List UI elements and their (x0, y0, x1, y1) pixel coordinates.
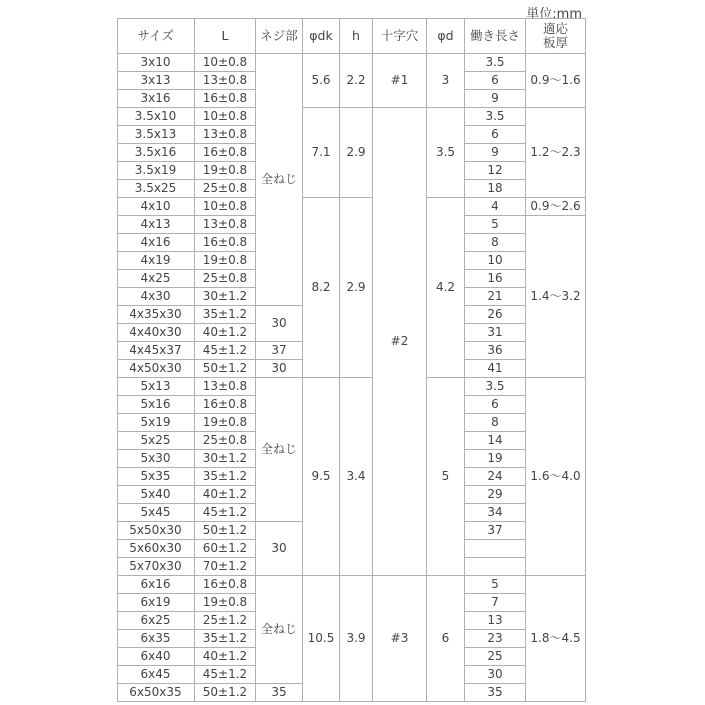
length-cell: 25±0.8 (195, 180, 256, 198)
size-cell: 4x16 (117, 234, 195, 252)
size-cell: 5x19 (117, 414, 195, 432)
thread-cell: 30 (256, 306, 303, 342)
size-cell: 3.5x16 (117, 144, 195, 162)
working-length-cell: 36 (465, 342, 526, 360)
h-cell: 2.9 (340, 198, 373, 378)
length-cell: 16±0.8 (195, 576, 256, 594)
cross-cell: #1 (373, 54, 427, 108)
working-length-cell (465, 540, 526, 558)
header-plate: 適応 板厚 (526, 18, 586, 54)
size-cell: 5x35 (117, 468, 195, 486)
cross-cell: #2 (373, 108, 427, 576)
length-cell: 35±1.2 (195, 630, 256, 648)
size-cell: 4x35x30 (117, 306, 195, 324)
thread-cell: 全ねじ (256, 54, 303, 306)
length-cell: 40±1.2 (195, 324, 256, 342)
length-cell: 13±0.8 (195, 72, 256, 90)
dk-cell: 10.5 (303, 576, 340, 702)
length-cell: 16±0.8 (195, 396, 256, 414)
size-cell: 3.5x10 (117, 108, 195, 126)
length-cell: 10±0.8 (195, 198, 256, 216)
h-cell: 2.2 (340, 54, 373, 108)
working-length-cell: 21 (465, 288, 526, 306)
size-cell: 4x25 (117, 270, 195, 288)
working-length-cell: 25 (465, 648, 526, 666)
length-cell: 50±1.2 (195, 684, 256, 702)
header-dk: φdk (303, 18, 340, 54)
working-length-cell: 6 (465, 126, 526, 144)
working-length-cell: 4 (465, 198, 526, 216)
working-length-cell: 6 (465, 72, 526, 90)
working-length-cell: 8 (465, 234, 526, 252)
length-cell: 10±0.8 (195, 54, 256, 72)
working-length-cell: 9 (465, 144, 526, 162)
header-size: サイズ (117, 18, 195, 54)
dk-cell: 5.6 (303, 54, 340, 108)
thread-cell: 30 (256, 522, 303, 576)
size-cell: 5x16 (117, 396, 195, 414)
length-cell: 10±0.8 (195, 108, 256, 126)
size-cell: 4x19 (117, 252, 195, 270)
working-length-cell: 3.5 (465, 54, 526, 72)
header-cross: 十字穴 (373, 18, 427, 54)
working-length-cell: 34 (465, 504, 526, 522)
length-cell: 25±1.2 (195, 612, 256, 630)
size-cell: 6x40 (117, 648, 195, 666)
size-cell: 5x45 (117, 504, 195, 522)
plate-cell: 1.8～4.5 (526, 576, 586, 702)
working-length-cell: 3.5 (465, 378, 526, 396)
header-thread: ネジ部 (256, 18, 303, 54)
working-length-cell: 37 (465, 522, 526, 540)
d-cell: 6 (427, 576, 465, 702)
plate-cell: 0.9～1.6 (526, 54, 586, 108)
working-length-cell: 31 (465, 324, 526, 342)
length-cell: 35±1.2 (195, 306, 256, 324)
header-length: L (195, 18, 256, 54)
length-cell: 70±1.2 (195, 558, 256, 576)
working-length-cell: 7 (465, 594, 526, 612)
working-length-cell: 3.5 (465, 108, 526, 126)
length-cell: 60±1.2 (195, 540, 256, 558)
working-length-cell: 30 (465, 666, 526, 684)
length-cell: 16±0.8 (195, 90, 256, 108)
size-cell: 6x45 (117, 666, 195, 684)
size-cell: 6x35 (117, 630, 195, 648)
working-length-cell: 14 (465, 432, 526, 450)
length-cell: 50±1.2 (195, 360, 256, 378)
dk-cell: 9.5 (303, 378, 340, 576)
length-cell: 16±0.8 (195, 144, 256, 162)
length-cell: 50±1.2 (195, 522, 256, 540)
working-length-cell: 18 (465, 180, 526, 198)
working-length-cell: 12 (465, 162, 526, 180)
working-length-cell: 6 (465, 396, 526, 414)
working-length-cell: 35 (465, 684, 526, 702)
spec-table (117, 18, 586, 702)
dk-cell: 7.1 (303, 108, 340, 198)
working-length-cell: 13 (465, 612, 526, 630)
dk-cell: 8.2 (303, 198, 340, 378)
plate-cell: 1.2～2.3 (526, 108, 586, 198)
size-cell: 6x19 (117, 594, 195, 612)
working-length-cell: 5 (465, 576, 526, 594)
length-cell: 16±0.8 (195, 234, 256, 252)
length-cell: 19±0.8 (195, 162, 256, 180)
working-length-cell: 5 (465, 216, 526, 234)
length-cell: 35±1.2 (195, 468, 256, 486)
length-cell: 45±1.2 (195, 342, 256, 360)
size-cell: 5x40 (117, 486, 195, 504)
working-length-cell: 16 (465, 270, 526, 288)
size-cell: 6x16 (117, 576, 195, 594)
size-cell: 5x25 (117, 432, 195, 450)
working-length-cell: 26 (465, 306, 526, 324)
length-cell: 30±1.2 (195, 288, 256, 306)
working-length-cell: 9 (465, 90, 526, 108)
length-cell: 13±0.8 (195, 126, 256, 144)
size-cell: 4x13 (117, 216, 195, 234)
length-cell: 25±0.8 (195, 432, 256, 450)
h-cell: 3.9 (340, 576, 373, 702)
thread-cell: 30 (256, 360, 303, 378)
d-cell: 3.5 (427, 108, 465, 198)
size-cell: 6x25 (117, 612, 195, 630)
length-cell: 40±1.2 (195, 486, 256, 504)
working-length-cell: 8 (465, 414, 526, 432)
length-cell: 13±0.8 (195, 378, 256, 396)
thread-cell: 37 (256, 342, 303, 360)
size-cell: 3x10 (117, 54, 195, 72)
d-cell: 5 (427, 378, 465, 576)
size-cell: 3x13 (117, 72, 195, 90)
plate-cell: 1.6～4.0 (526, 378, 586, 576)
length-cell: 19±0.8 (195, 594, 256, 612)
d-cell: 3 (427, 54, 465, 108)
working-length-cell: 24 (465, 468, 526, 486)
thread-cell: 全ねじ (256, 378, 303, 522)
size-cell: 3x16 (117, 90, 195, 108)
h-cell: 3.4 (340, 378, 373, 576)
size-cell: 4x40x30 (117, 324, 195, 342)
plate-cell: 1.4～3.2 (526, 216, 586, 378)
size-cell: 5x13 (117, 378, 195, 396)
working-length-cell (465, 558, 526, 576)
thread-cell: 全ねじ (256, 576, 303, 684)
size-cell: 5x30 (117, 450, 195, 468)
size-cell: 3.5x25 (117, 180, 195, 198)
length-cell: 13±0.8 (195, 216, 256, 234)
header-working-length: 働き長さ (465, 18, 526, 54)
header-d: φd (427, 18, 465, 54)
size-cell: 5x70x30 (117, 558, 195, 576)
length-cell: 19±0.8 (195, 252, 256, 270)
cross-cell: #3 (373, 576, 427, 702)
size-cell: 4x45x37 (117, 342, 195, 360)
size-cell: 4x10 (117, 198, 195, 216)
plate-cell: 0.9～2.6 (526, 198, 586, 216)
length-cell: 45±1.2 (195, 504, 256, 522)
working-length-cell: 10 (465, 252, 526, 270)
length-cell: 40±1.2 (195, 648, 256, 666)
size-cell: 5x60x30 (117, 540, 195, 558)
working-length-cell: 19 (465, 450, 526, 468)
h-cell: 2.9 (340, 108, 373, 198)
size-cell: 5x50x30 (117, 522, 195, 540)
working-length-cell: 29 (465, 486, 526, 504)
thread-cell: 35 (256, 684, 303, 702)
size-cell: 4x50x30 (117, 360, 195, 378)
header-h: h (340, 18, 373, 54)
length-cell: 45±1.2 (195, 666, 256, 684)
size-cell: 3.5x19 (117, 162, 195, 180)
length-cell: 19±0.8 (195, 414, 256, 432)
unit-label: 単位:mm (526, 7, 582, 22)
length-cell: 30±1.2 (195, 450, 256, 468)
length-cell: 25±0.8 (195, 270, 256, 288)
d-cell: 4.2 (427, 198, 465, 378)
size-cell: 6x50x35 (117, 684, 195, 702)
working-length-cell: 41 (465, 360, 526, 378)
working-length-cell: 23 (465, 630, 526, 648)
size-cell: 4x30 (117, 288, 195, 306)
size-cell: 3.5x13 (117, 126, 195, 144)
